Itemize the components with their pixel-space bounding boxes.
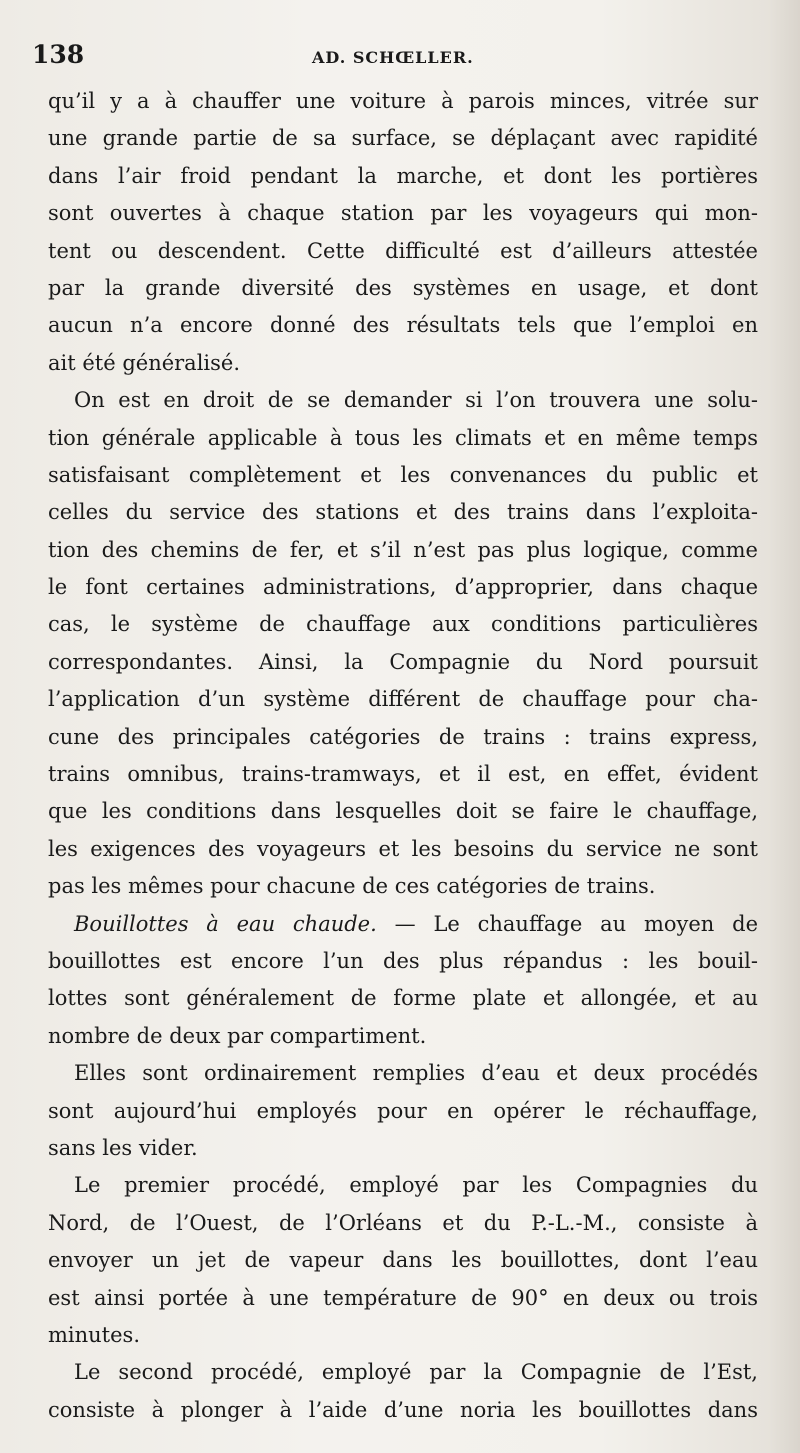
text-line: envoyer un jet de vapeur dans les bouillottes, dont l’eau bbox=[48, 1248, 758, 1273]
text-line: pas les mêmes pour chacune de ces catégories de trains. bbox=[48, 874, 656, 899]
text-line: aucun n’a encore donné des résultats tels que l’emploi en bbox=[48, 313, 758, 338]
text-line: sans les vider. bbox=[48, 1135, 198, 1160]
text-line: les exigences des voyageurs et les besoins du service ne sont bbox=[48, 836, 758, 861]
text-line: Le premier procédé, employé par les Compagnies du bbox=[74, 1173, 758, 1198]
text-line: tent ou descendent. Cette difficulté est d’ailleurs attestée bbox=[48, 238, 758, 263]
section-heading: Bouillottes à eau chaude. bbox=[74, 911, 377, 936]
text-line: ait été généralisé. bbox=[48, 350, 241, 375]
text-line: sont aujourd’hui employés pour en opérer le réchauffage, bbox=[48, 1098, 758, 1123]
text-line: Le second procédé, employé par la Compagnie de l’Est, bbox=[74, 1360, 758, 1385]
text-line: dans l’air froid pendant la marche, et dont les portières bbox=[48, 163, 758, 188]
section-line bbox=[48, 906, 758, 943]
text-line: par la grande diversité des systèmes en usage, et dont bbox=[48, 275, 758, 300]
text-line: est ainsi portée à une température de 90° en deux ou trois bbox=[48, 1285, 758, 1310]
text-line: consiste à plonger à l’aide d’une noria les bouillottes dans bbox=[48, 1397, 758, 1422]
text-line: qu’il y a à chauffer une voiture à parois minces, vitrée sur bbox=[48, 89, 758, 113]
text-line: On est en droit de se demander si l’on trouvera une solu- bbox=[74, 388, 758, 413]
text-line: une grande partie de sa surface, se déplaçant avec rapidité bbox=[48, 126, 758, 151]
text-line: sont ouvertes à chaque station par les voyageurs qui mon- bbox=[48, 201, 758, 226]
text-line: satisfaisant complètement et les convenances du public et bbox=[48, 462, 758, 487]
page-number: 138 bbox=[32, 40, 85, 69]
text-line: bouillottes est encore l’un des plus répandus : les bouil- bbox=[48, 948, 758, 973]
text-line: cune des principales catégories de trains : trains express, bbox=[48, 724, 758, 749]
running-head: AD. SCHŒLLER. bbox=[312, 48, 474, 67]
text-line: l’application d’un système différent de chauffage pour cha- bbox=[48, 687, 758, 712]
text-line: cas, le système de chauffage aux conditions particulières bbox=[48, 612, 758, 637]
text-line: trains omnibus, trains-tramways, et il est, en effet, évident bbox=[48, 762, 758, 787]
text-line: Elles sont ordinairement remplies d’eau et deux procédés bbox=[74, 1061, 758, 1086]
text-line: que les conditions dans lesquelles doit se faire le chauffage, bbox=[48, 799, 758, 824]
text-line: nombre de deux par compartiment. bbox=[48, 1023, 427, 1048]
text-line: le font certaines administrations, d’approprier, dans chaque bbox=[48, 575, 758, 600]
text-line: tion des chemins de fer, et s’il n’est pas plus logique, comme bbox=[48, 537, 758, 562]
text-line: Nord, de l’Ouest, de l’Orléans et du P.-L.-M., consiste à bbox=[48, 1210, 758, 1235]
body-text bbox=[48, 83, 758, 1429]
text-line: tion générale applicable à tous les climats et en même temps bbox=[48, 425, 758, 450]
text-line: celles du service des stations et des trains dans l’exploita- bbox=[48, 500, 758, 525]
page-header bbox=[32, 40, 752, 80]
text-line: lottes sont généralement de forme plate et allongée, et au bbox=[48, 986, 758, 1011]
text-line: correspondantes. Ainsi, la Compagnie du Nord poursuit bbox=[48, 649, 758, 674]
text-line: — Le chauffage au moyen de bbox=[394, 911, 758, 936]
text-line: minutes. bbox=[48, 1322, 140, 1347]
